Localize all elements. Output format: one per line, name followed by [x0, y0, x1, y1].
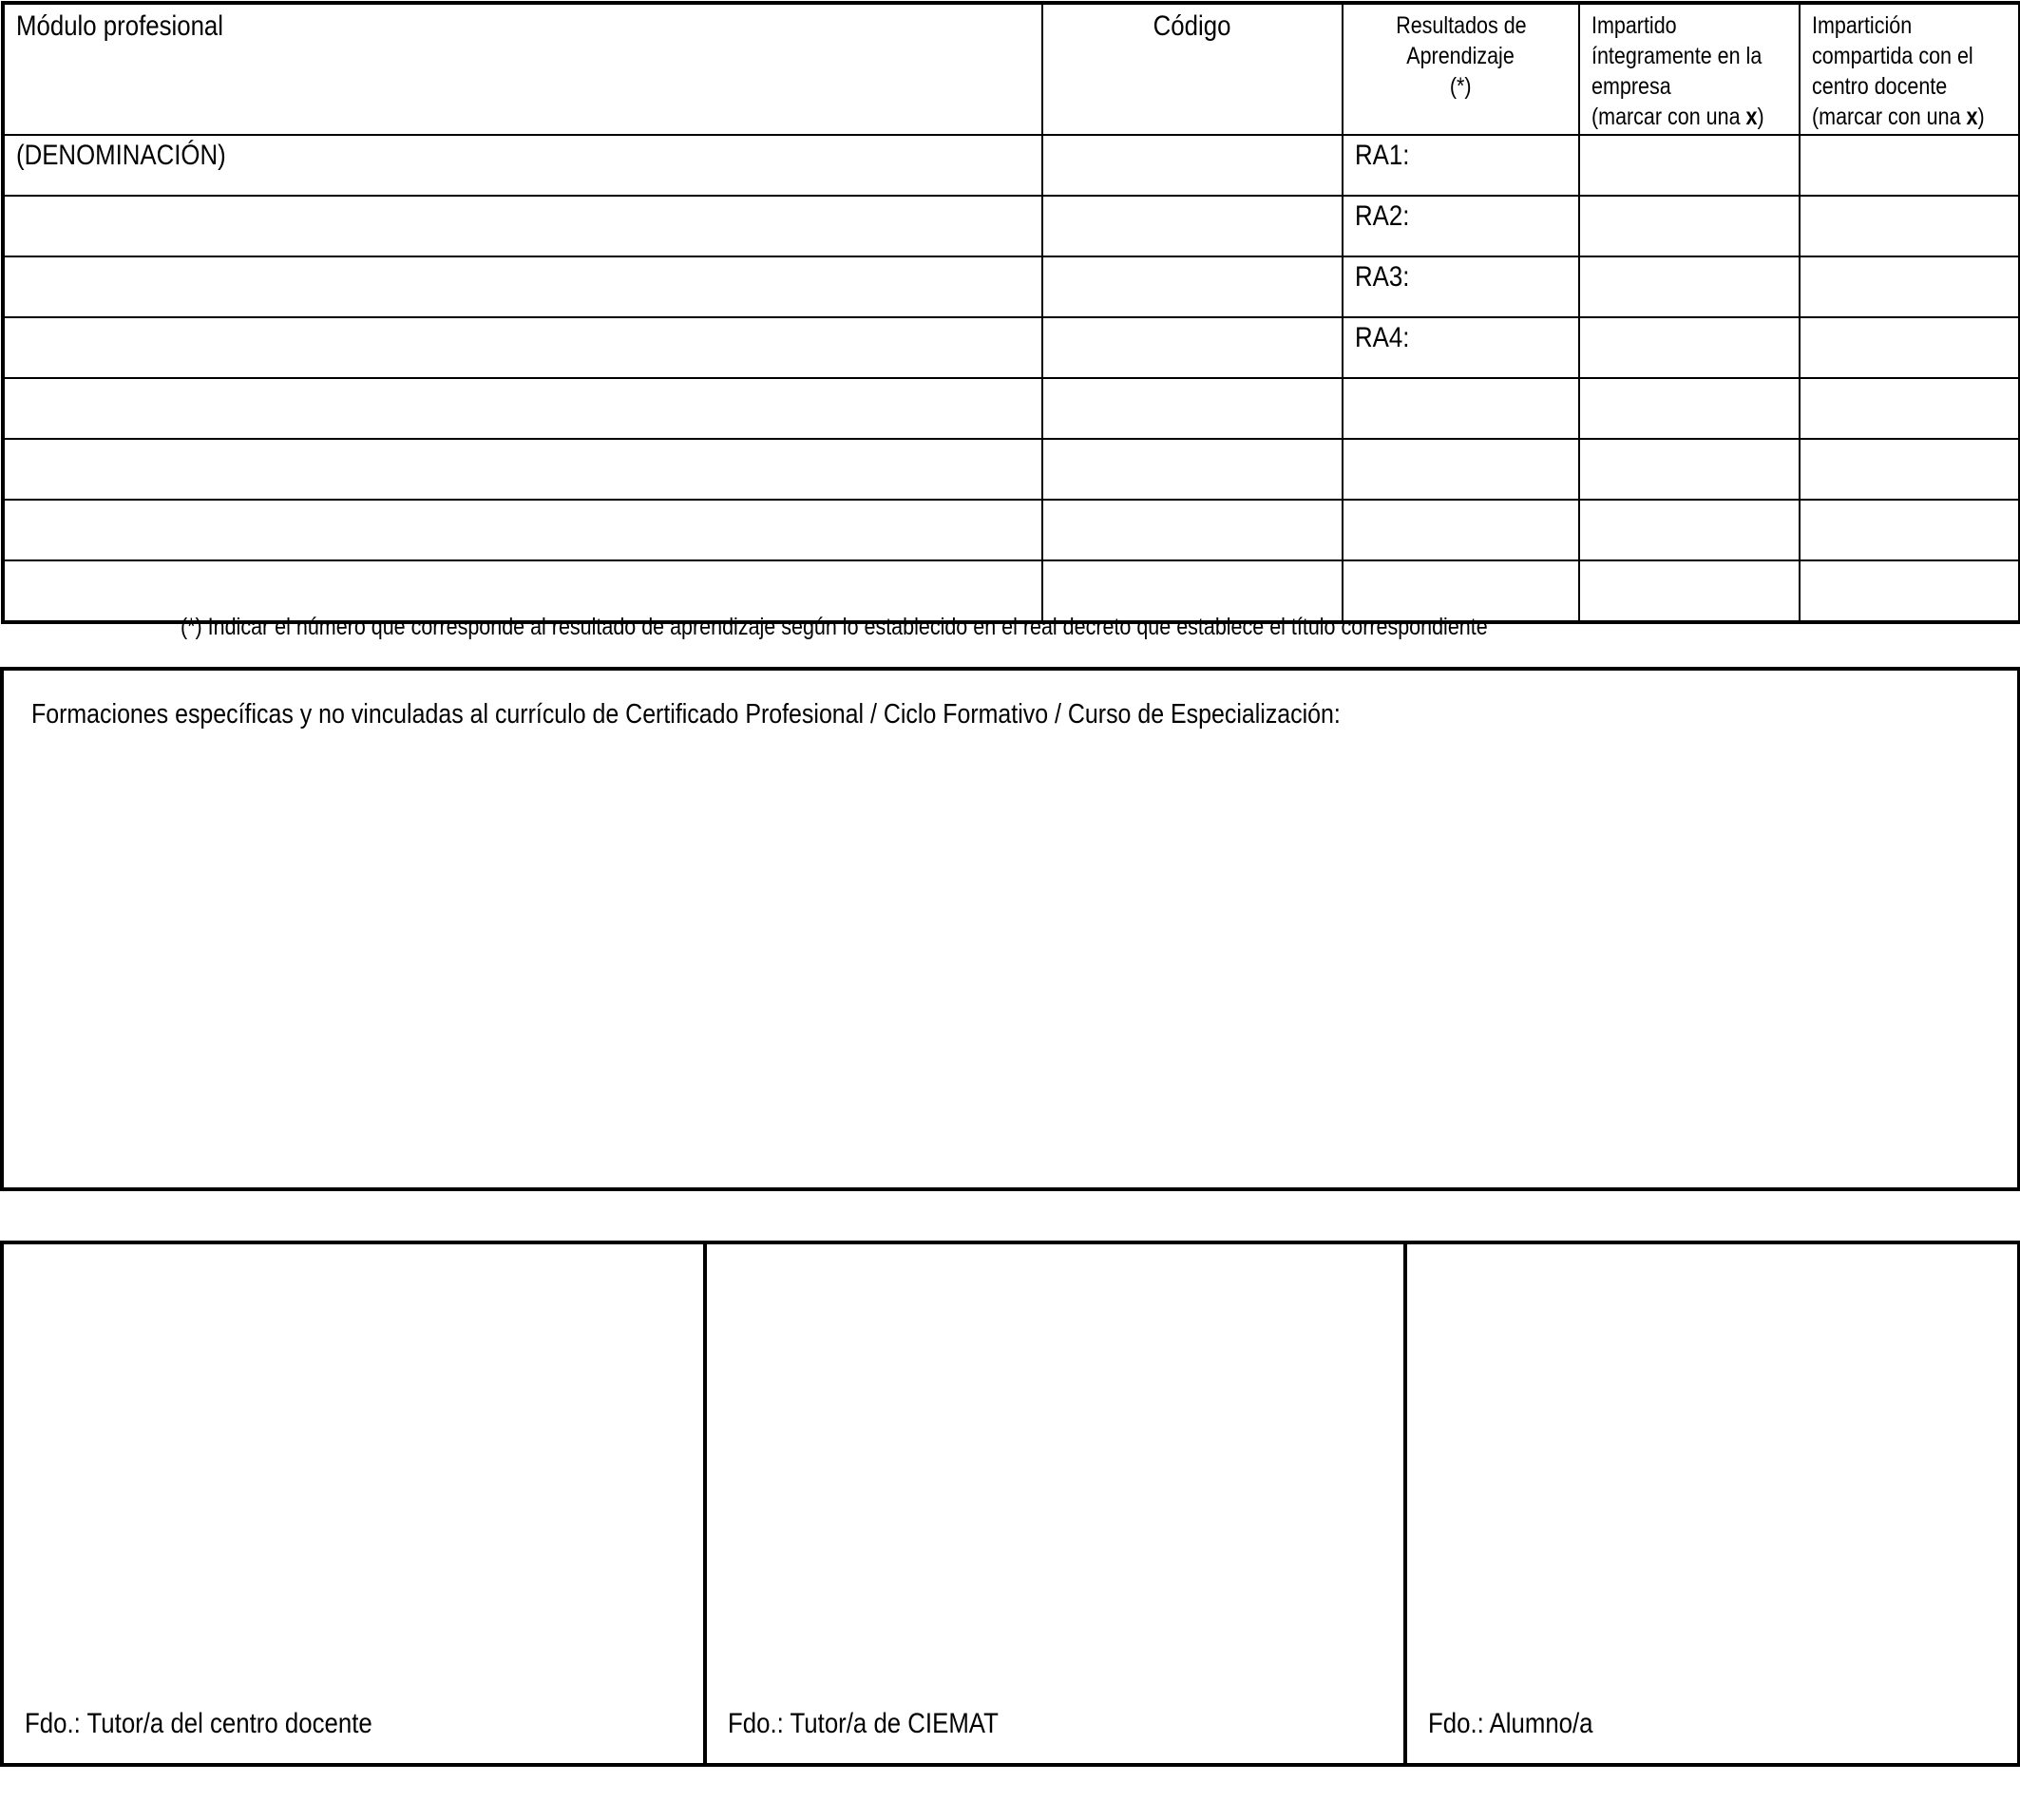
footnote: (*) Indicar el número que corresponde al resultado de aprendizaje según lo establecido en el real decreto que establece el título correspondiente — [181, 614, 1488, 640]
codigo-cell[interactable] — [1042, 500, 1343, 560]
impartido-checkbox-cell[interactable] — [1579, 317, 1800, 378]
impartido-checkbox-cell[interactable] — [1579, 256, 1800, 317]
modules-table — [1, 1, 2020, 624]
signature-label-alumno: Fdo.: Alumno/a — [1428, 1708, 1593, 1739]
signature-section — [0, 1241, 2020, 1767]
codigo-cell[interactable] — [1042, 317, 1343, 378]
table-row — [3, 439, 2020, 500]
codigo-cell[interactable] — [1042, 135, 1343, 196]
modulo-cell[interactable] — [3, 256, 1042, 317]
table-row — [3, 135, 2020, 196]
ra-cell[interactable]: RA3: — [1343, 256, 1579, 317]
table-row — [3, 500, 2020, 560]
ra-cell[interactable]: RA4: — [1343, 317, 1579, 378]
formaciones-box[interactable] — [0, 667, 2020, 1191]
imparticion-checkbox-cell[interactable] — [1800, 439, 2020, 500]
table-row — [3, 317, 2020, 378]
ra-cell[interactable]: RA2: — [1343, 196, 1579, 256]
imparticion-checkbox-cell[interactable] — [1800, 378, 2020, 439]
modulo-cell[interactable] — [3, 378, 1042, 439]
impartido-checkbox-cell[interactable] — [1579, 135, 1800, 196]
table-row — [3, 378, 2020, 439]
modulo-cell[interactable] — [3, 439, 1042, 500]
table-row — [3, 256, 2020, 317]
ra-cell[interactable]: RA1: — [1343, 135, 1579, 196]
imparticion-checkbox-cell[interactable] — [1800, 256, 2020, 317]
modulo-cell[interactable]: (DENOMINACIÓN) — [3, 135, 1042, 196]
codigo-cell[interactable] — [1042, 256, 1343, 317]
imparticion-checkbox-cell[interactable] — [1800, 135, 2020, 196]
header-resultados-aprendizaje: Resultados de Aprendizaje (*) — [1343, 3, 1579, 135]
codigo-cell[interactable] — [1042, 439, 1343, 500]
header-modulo-profesional: Módulo profesional — [3, 3, 1042, 135]
signature-label-tutor-ciemat: Fdo.: Tutor/a de CIEMAT — [728, 1708, 999, 1739]
formaciones-label: Formaciones específicas y no vinculadas al currículo de Certificado Profesional / Ciclo Formativo / Curso de Especialización: — [31, 699, 1341, 730]
impartido-checkbox-cell[interactable] — [1579, 439, 1800, 500]
modulo-cell[interactable] — [3, 317, 1042, 378]
imparticion-checkbox-cell[interactable] — [1800, 500, 2020, 560]
imparticion-checkbox-cell[interactable] — [1800, 196, 2020, 256]
signature-label-tutor-centro: Fdo.: Tutor/a del centro docente — [25, 1708, 372, 1739]
modulo-cell[interactable] — [3, 500, 1042, 560]
ra-cell[interactable] — [1343, 378, 1579, 439]
table-row — [3, 196, 2020, 256]
table-header-row — [3, 3, 2020, 135]
codigo-cell[interactable] — [1042, 196, 1343, 256]
imparticion-checkbox-cell[interactable] — [1800, 560, 2020, 622]
codigo-cell[interactable] — [1042, 378, 1343, 439]
header-codigo: Código — [1042, 3, 1343, 135]
ra-cell[interactable] — [1343, 500, 1579, 560]
header-imparticion-compartida: Impartición compartida con el centro docente (marcar con una x) — [1800, 3, 2020, 135]
header-impartido-empresa: Impartido íntegramente en la empresa (marcar con una x) — [1579, 3, 1800, 135]
modulo-cell[interactable] — [3, 196, 1042, 256]
impartido-checkbox-cell[interactable] — [1579, 500, 1800, 560]
ra-cell[interactable] — [1343, 439, 1579, 500]
impartido-checkbox-cell[interactable] — [1579, 196, 1800, 256]
signature-box-tutor-ciemat[interactable] — [703, 1244, 1403, 1763]
signature-box-tutor-centro[interactable] — [4, 1244, 703, 1763]
signature-box-alumno[interactable] — [1403, 1244, 2017, 1763]
imparticion-checkbox-cell[interactable] — [1800, 317, 2020, 378]
impartido-checkbox-cell[interactable] — [1579, 378, 1800, 439]
